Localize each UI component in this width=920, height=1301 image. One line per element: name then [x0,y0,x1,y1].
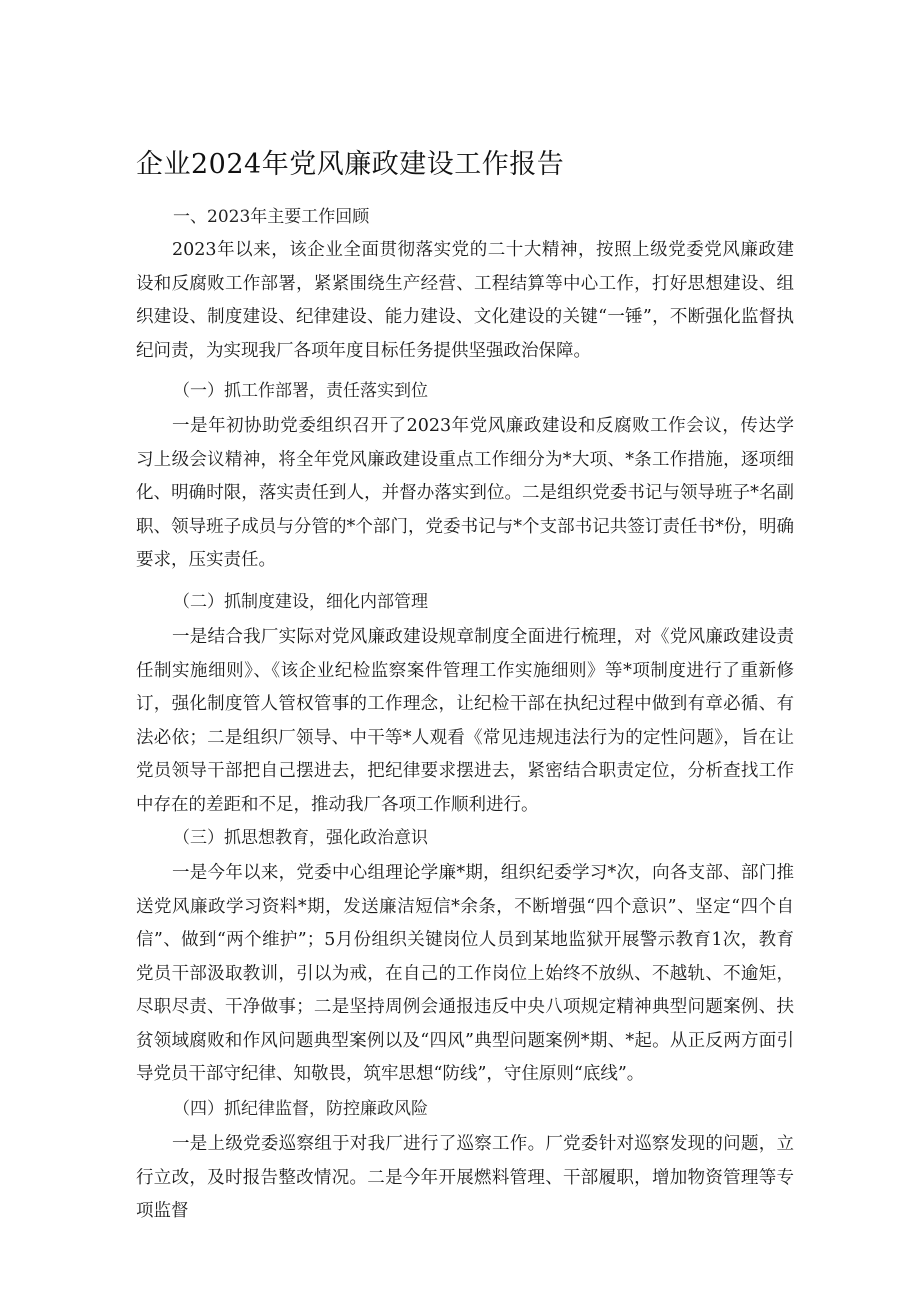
paragraph-discipline-supervision: 一是上级党委巡察组于对我厂进行了巡察工作。厂党委针对巡察发现的问题，立行立改，及时报告整改情况。二是今年开展燃料管理、干部履职，增加物资管理等专项监督 [136,1134,794,1221]
subsection-heading-system-building: （二）抓制度建设，细化内部管理 [173,592,428,612]
intro-paragraph: 2023年以来，该企业全面贯彻落实党的二十大精神，按照上级党委党风廉政建设和反腐败工作部署，紧紧围绕生产经营、工程结算等中心工作，打好思想建设、组织建设、制度建设、纪律建设、能力建设、文化建设的关键“一锤”，不断强化监督执纪问责，为实现我厂各项年度目标任务提供坚强政治保障。 [136,240,794,361]
subsection-heading-ideological-education: （三）抓思想教育，强化政治意识 [173,828,428,848]
subsection-heading-work-deployment: （一）抓工作部署，责任落实到位 [173,381,428,401]
paragraph-system-building: 一是结合我厂实际对党风廉政建设规章制度全面进行梳理，对《党风廉政建设责任制实施细则》、《该企业纪检监察案件管理工作实施细则》等*项制度进行了重新修订，强化制度管人管权管事的工作理念，让纪检干部在执纪过程中做到有章必循、有法必依；二是组织厂领导、中干等*人观看《常见违规违法行为的定性问题》，旨在让党员领导干部把自己摆进去，把纪律要求摆进去，紧密结合职责定位，分析查找工作中存在的差距和不足，推动我厂各项工作顺利进行。 [136,627,794,815]
paragraph-work-deployment: 一是年初协助党委组织召开了2023年党风廉政建设和反腐败工作会议，传达学习上级会议精神，将全年党风廉政建设重点工作细分为*大项、*条工作措施，逐项细化、明确时限，落实责任到人，并督办落实到位。二是组织党委书记与领导班子*名副职、领导班子成员与分管的*个部门，党委书记与*个支部书记共签订责任书*份，明确要求，压实责任。 [136,416,794,570]
document-title: 企业2024年党风廉政建设工作报告 [136,149,565,180]
paragraph-ideological-education: 一是今年以来，党委中心组理论学廉*期，组织纪委学习*次，向各支部、部门推送党风廉政学习资料*期，发送廉洁短信*余条，不断增强“四个意识”、坚定“四个自信”、做到“两个维护”；5月份组织关键岗位人员到某地监狱开展警示教育1次，教育党员干部汲取教训，引以为戒，在自己的工作岗位上始终不放纵、不越轨、不逾矩，尽职尽责、干净做事；二是坚持周例会通报违反中央八项规定精神典型问题案例、扶贫领域腐败和作风问题典型案例以及“四风”典型问题案例*期、*起。从正反两方面引导党员干部守纪律、知敬畏，筑牢思想“防线”，守住原则“底线”。 [136,863,794,1084]
section-heading-review: 一、2023年主要工作回顾 [173,207,370,227]
subsection-heading-discipline-supervision: （四）抓纪律监督，防控廉政风险 [173,1099,428,1119]
